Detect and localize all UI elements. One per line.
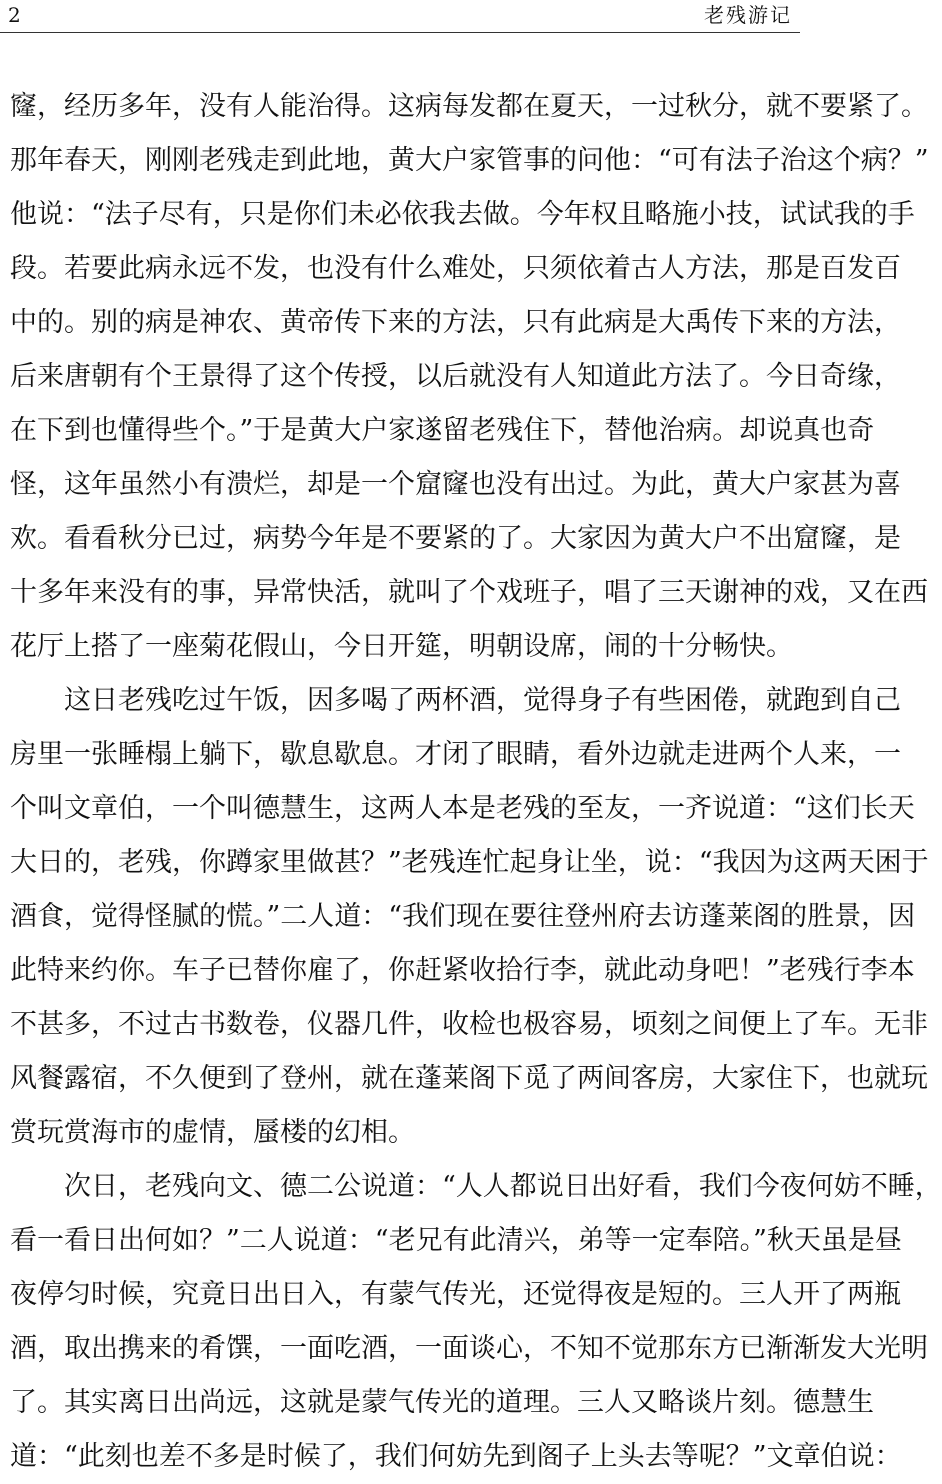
text-line: 道：“此刻也差不多是时候了，我们何妨先到阁子上头去等呢？”文章伯说： <box>10 1441 902 1472</box>
text-line: 后来唐朝有个王景得了这个传授，以后就没有人知道此方法了。今日奇缘， <box>10 361 901 392</box>
text-line: 房里一张睡榻上躺下，歇息歇息。才闭了眼睛，看外边就走进两个人来，一 <box>10 739 901 770</box>
running-title: 老残游记 <box>704 3 792 27</box>
page-number: 2 <box>8 3 21 27</box>
text-line: 窿，经历多年，没有人能治得。这病每发都在夏天，一过秋分，就不要紧了。 <box>10 91 928 122</box>
text-line: 段。若要此病永远不发，也没有什么难处，只须依着古人方法，那是百发百 <box>10 253 901 284</box>
text-line: 夜停匀时候，究竟日出日入，有蒙气传光，还觉得夜是短的。三人开了两瓶 <box>10 1279 901 1310</box>
text-line: 十多年来没有的事，异常快活，就叫了个戏班子，唱了三天谢神的戏，又在西 <box>10 577 928 608</box>
header-rule <box>0 32 800 33</box>
text-line: 那年春天，刚刚老残走到此地，黄大户家管事的问他：“可有法子治这个病？” <box>10 145 929 176</box>
text-line: 个叫文章伯，一个叫德慧生，这两人本是老残的至友，一齐说道：“这们长天 <box>10 793 915 824</box>
text-line: 花厅上搭了一座菊花假山，今日开筵，明朝设席，闹的十分畅快。 <box>10 631 793 662</box>
text-line: 酒，取出携来的肴馔，一面吃酒，一面谈心，不知不觉那东方已渐渐发大光明 <box>10 1333 928 1364</box>
text-line: 中的。别的病是神农、黄帝传下来的方法，只有此病是大禹传下来的方法， <box>10 307 901 338</box>
text-line: 他说：“法子尽有，只是你们未必依我去做。今年权且略施小技，试试我的手 <box>10 199 915 230</box>
text-line: 在下到也懂得些个。”于是黄大户家遂留老残住下，替他治病。却说真也奇 <box>10 415 875 446</box>
text-line: 欢。看看秋分已过，病势今年是不要紧的了。大家因为黄大户不出窟窿，是 <box>10 523 901 554</box>
text-line: 看一看日出何如？”二人说道：“老兄有此清兴，弟等一定奉陪。”秋天虽是昼 <box>10 1225 902 1256</box>
text-line: 怪，这年虽然小有溃烂，却是一个窟窿也没有出过。为此，黄大户家甚为喜 <box>10 469 901 500</box>
text-line: 酒食，觉得怪腻的慌。”二人道：“我们现在要往登州府去访蓬莱阁的胜景，因 <box>10 901 916 932</box>
text-line: 大日的，老残，你蹲家里做甚？”老残连忙起身让坐，说：“我因为这两天困于 <box>10 847 929 878</box>
text-line: 这日老残吃过午饭，因多喝了两杯酒，觉得身子有些困倦，就跑到自己 <box>64 685 901 716</box>
text-line: 了。其实离日出尚远，这就是蒙气传光的道理。三人又略谈片刻。德慧生 <box>10 1387 874 1418</box>
text-line: 不甚多，不过古书数卷，仪器几件，收检也极容易，顷刻之间便上了车。无非 <box>10 1009 928 1040</box>
text-line: 次日，老残向文、德二公说道：“人人都说日出好看，我们今夜何妨不睡， <box>64 1171 942 1202</box>
text-line: 赏玩赏海市的虚情，蜃楼的幻相。 <box>10 1117 415 1148</box>
page-header <box>0 0 800 40</box>
text-line: 此特来约你。车子已替你雇了，你赶紧收拾行李，就此动身吧！”老残行李本 <box>10 955 915 986</box>
body-text <box>10 80 942 1484</box>
text-line: 风餐露宿，不久便到了登州，就在蓬莱阁下觅了两间客房，大家住下，也就玩 <box>10 1063 928 1094</box>
